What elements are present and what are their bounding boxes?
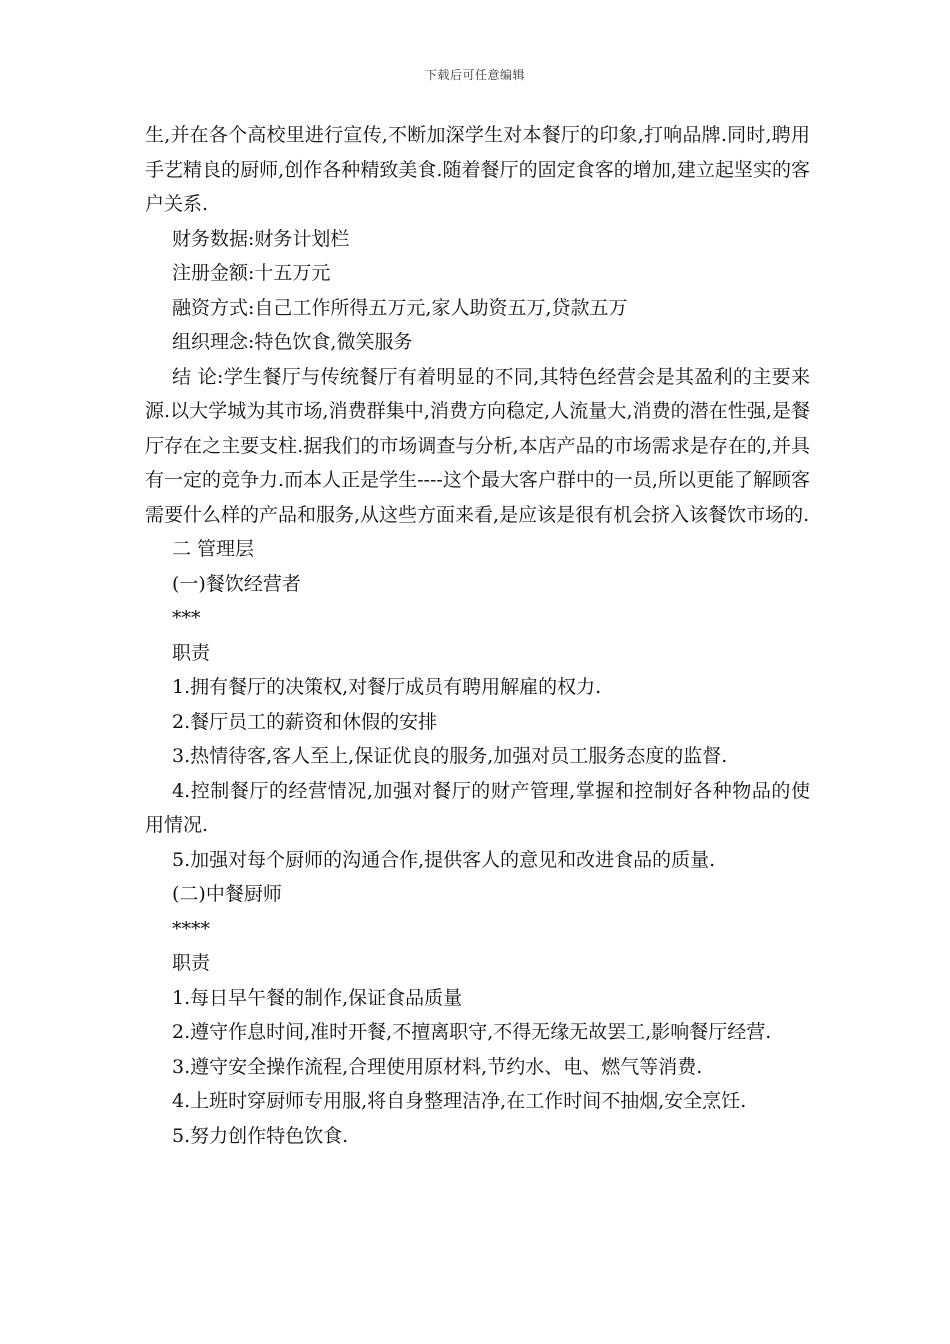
chef-duties-heading: 职责	[172, 952, 211, 974]
subsection-heading-operator: (一)餐饮经营者	[172, 572, 301, 595]
paragraph-financing-method: 融资方式:自己工作所得五万元,家人助资五万,贷款五万	[172, 296, 628, 319]
paragraph-continuation: 生,并在各个高校里进行宣传,不断加深学生对本餐厅的印象,打响品牌.同时,聘用手艺精良的厨师,创作各种精致美食.随着餐厅的固定食客的增加,建立起坚实的客户关系.	[145, 124, 810, 215]
paragraph-conclusion: 结 论:学生餐厅与传统餐厅有着明显的不同,其特色经营会是其盈利的主要来源.以大学城为其市场,消费群集中,消费方向稳定,人流量大,消费的潜在性强,是餐厅存在之主要支柱.据我们的市场调查与分析,本店产品的市场需求是存在的,并具有一定的竞争力.而本人正是学生----这个最大客户群中的一员,所以更能了解顾客需要什么样的产品和服务,从这些方面来看,是应该是很有机会挤入该餐饮市场的.	[145, 365, 810, 526]
paragraph-organization-philosophy: 组织理念:特色饮食,微笑服务	[172, 331, 413, 353]
chef-duty-item: 1.每日早午餐的制作,保证食品质量	[172, 986, 463, 1009]
document-body	[145, 118, 810, 1153]
operator-duty-item: 2.餐厅员工的薪资和休假的安排	[172, 710, 438, 733]
section-heading-management: 二 管理层	[172, 538, 255, 560]
chef-duty-item: 4.上班时穿厨师专用服,将自身整理洁净,在工作时间不抽烟,安全烹饪.	[172, 1090, 747, 1112]
operator-duty-item: 1.拥有餐厅的决策权,对餐厅成员有聘用解雇的权力.	[172, 676, 602, 698]
operator-duties-heading: 职责	[172, 641, 211, 664]
page-header-note: 下载后可任意编辑	[424, 68, 525, 82]
operator-duty-item: 3.热情待客,客人至上,保证优良的服务,加强对员工服务态度的监督.	[172, 745, 728, 767]
subsection-heading-chef: (二)中餐厨师	[172, 883, 282, 905]
paragraph-financial-data: 财务数据:财务计划栏	[172, 227, 350, 250]
operator-duty-item: 5.加强对每个厨师的沟通合作,提供客人的意见和改进食品的质量.	[172, 848, 716, 871]
chef-duty-item: 3.遵守安全操作流程,合理使用原材料,节约水、电、燃气等消费.	[172, 1055, 703, 1078]
paragraph-registered-capital: 注册金额:十五万元	[172, 262, 331, 284]
operator-placeholder: ***	[172, 607, 201, 629]
chef-duty-item: 5.努力创作特色饮食.	[172, 1124, 349, 1147]
chef-duty-item: 2.遵守作息时间,准时开餐,不擅离职守,不得无缘无故罢工,影响餐厅经营.	[172, 1021, 772, 1043]
operator-duty-item: 4.控制餐厅的经营情况,加强对餐厅的财产管理,掌握和控制好各种物品的使用情况.	[145, 779, 810, 836]
chef-placeholder: ****	[172, 917, 210, 940]
